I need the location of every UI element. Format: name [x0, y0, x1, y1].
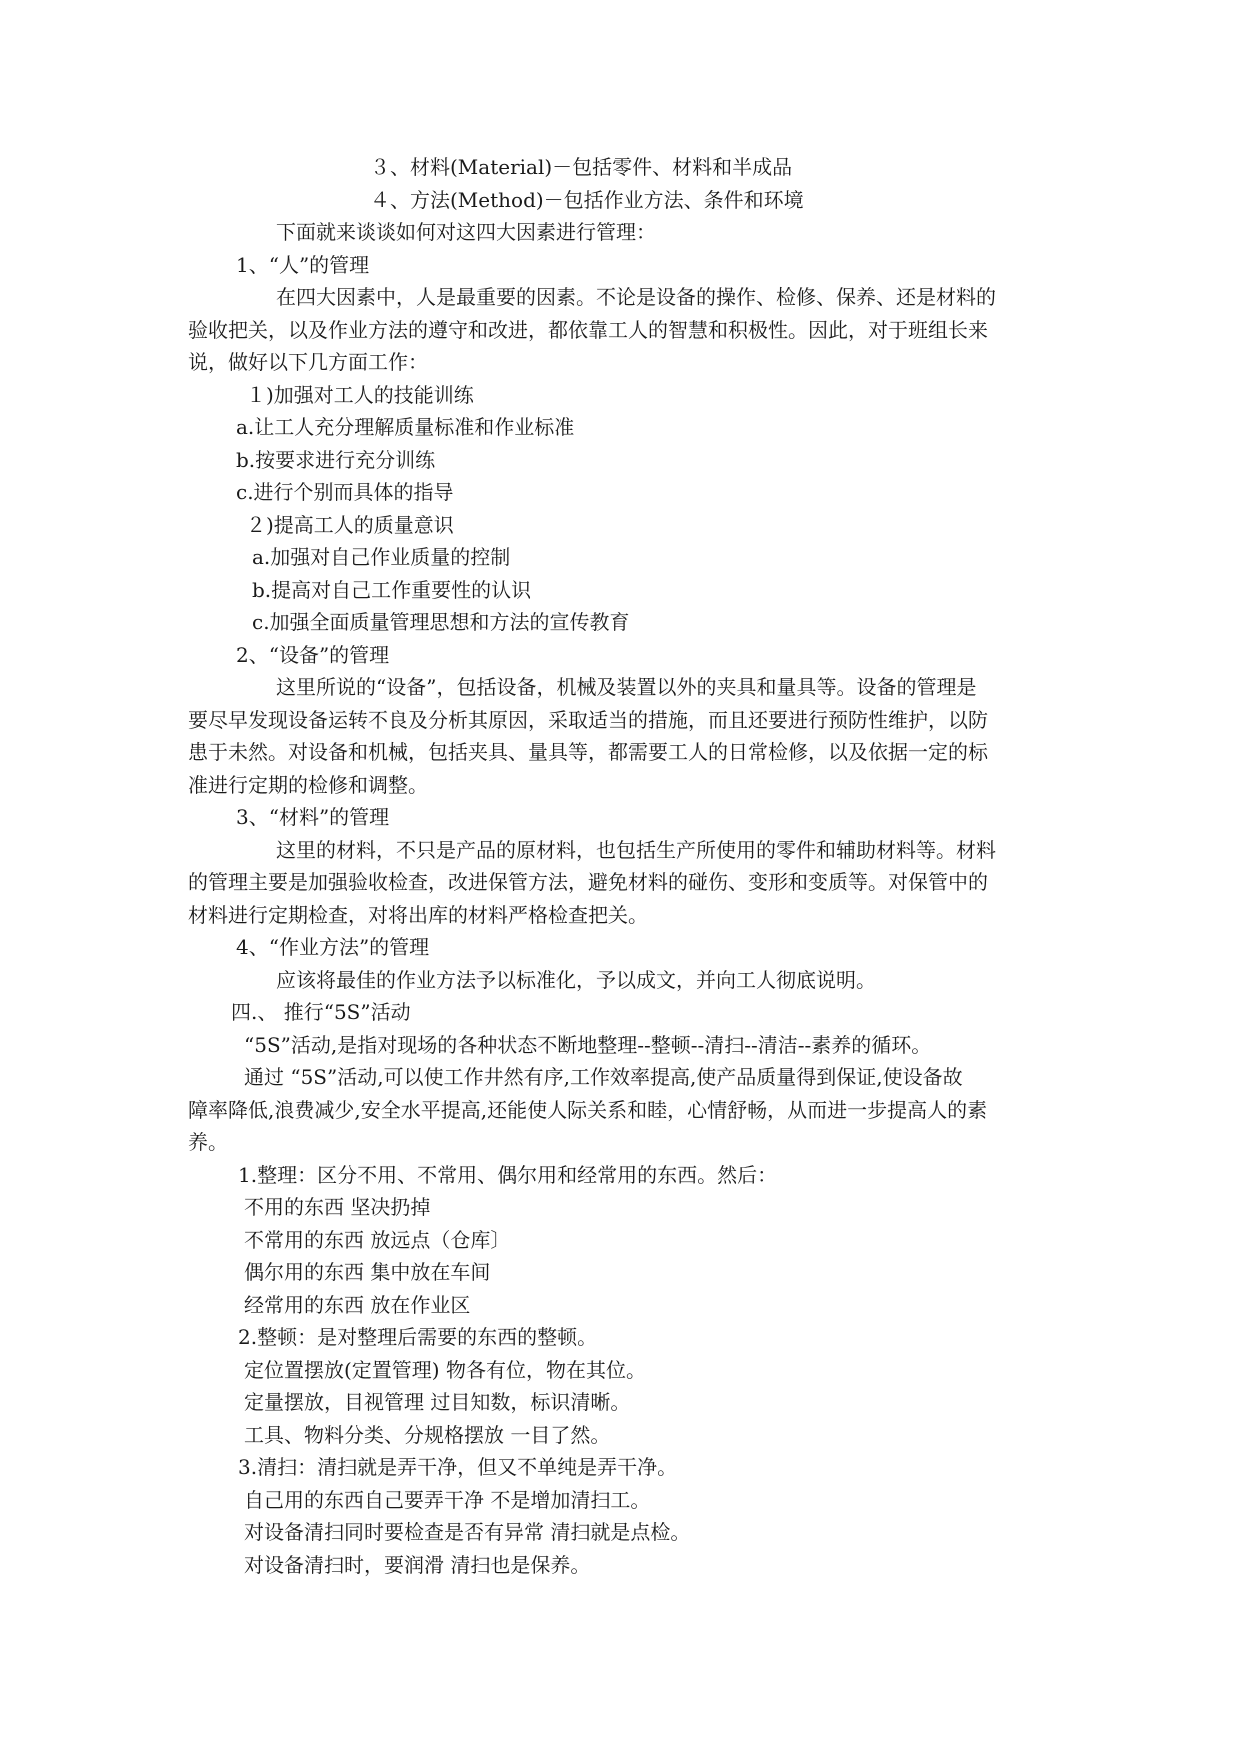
paragraph-line: 的管理主要是加强验收检查，改进保管方法，避免材料的碰伤、变形和变质等。对保管中的	[188, 870, 988, 894]
paragraph-line: 通过 “5S”活动,可以使工作井然有序,工作效率提高,使产品质量得到保证,使设备故	[244, 1065, 963, 1089]
list-item: 定量摆放，目视管理 过目知数，标识清晰。	[244, 1390, 631, 1414]
section-heading-method: 4、“作业方法”的管理	[236, 935, 430, 959]
paragraph-line: 障率降低,浪费减少,安全水平提高,还能使人际关系和睦，心情舒畅，从而进一步提高人的素	[188, 1098, 988, 1122]
list-item: 自己用的东西自己要弄干净 不是增加清扫工。	[244, 1488, 651, 1512]
paragraph-line: 患于未然。对设备和机械，包括夹具、量具等，都需要工人的日常检修，以及依据一定的标	[188, 740, 988, 764]
list-item: 定位置摆放(定置管理) 物各有位，物在其位。	[244, 1358, 646, 1382]
paragraph-line: 这里所说的“设备”，包括设备，机械及装置以外的夹具和量具等。设备的管理是	[276, 675, 977, 699]
section-heading-5s: 四.、 推行“5S”活动	[231, 1000, 411, 1024]
paragraph-line: 准进行定期的检修和调整。	[188, 773, 428, 797]
list-item: b.按要求进行充分训练	[236, 448, 436, 472]
step-sort-heading: 1.整理：区分不用、不常用、偶尔用和经常用的东西。然后：	[238, 1163, 778, 1187]
item-method: ４、方法(Method)－包括作业方法、条件和环境	[370, 188, 804, 212]
list-item: a.让工人充分理解质量标准和作业标准	[236, 415, 575, 439]
step-order-heading: 2.整顿：是对整理后需要的东西的整顿。	[238, 1325, 598, 1349]
section-heading-equipment: 2、“设备”的管理	[236, 643, 390, 667]
list-item: 不常用的东西 放远点（仓库〕	[244, 1228, 511, 1252]
section-heading-material: 3、“材料”的管理	[236, 805, 390, 829]
paragraph-line: 这里的材料，不只是产品的原材料，也包括生产所使用的零件和辅助材料等。材料	[276, 838, 996, 862]
paragraph-line: 验收把关，以及作业方法的遵守和改进，都依靠工人的智慧和积极性。因此，对于班组长来	[188, 318, 988, 342]
list-item: a.加强对自己作业质量的控制	[252, 545, 511, 569]
list-item: 对设备清扫时，要润滑 清扫也是保养。	[244, 1553, 591, 1577]
paragraph-line: 在四大因素中，人是最重要的因素。不论是设备的操作、检修、保养、还是材料的	[276, 285, 996, 309]
intro-line: 下面就来谈谈如何对这四大因素进行管理：	[276, 220, 656, 244]
list-item: c.进行个别而具体的指导	[236, 480, 454, 504]
list-item: b.提高对自己工作重要性的认识	[252, 578, 532, 602]
list-item: 偶尔用的东西 集中放在车间	[244, 1260, 491, 1284]
paragraph-line: “5S”活动,是指对现场的各种状态不断地整理--整顿--清扫--清洁--素养的循环。	[244, 1033, 932, 1057]
subheading-quality-awareness: ２)提高工人的质量意识	[246, 513, 454, 537]
paragraph-line: 要尽早发现设备运转不良及分析其原因，采取适当的措施，而且还要进行预防性维护，以防	[188, 708, 988, 732]
list-item: 经常用的东西 放在作业区	[244, 1293, 471, 1317]
step-clean-heading: 3.清扫：清扫就是弄干净，但又不单纯是弄干净。	[238, 1455, 678, 1479]
item-material: ３、材料(Material)－包括零件、材料和半成品	[370, 155, 793, 179]
list-item: 对设备清扫同时要检查是否有异常 清扫就是点检。	[244, 1520, 691, 1544]
paragraph-line: 应该将最佳的作业方法予以标准化，予以成文，并向工人彻底说明。	[276, 968, 876, 992]
section-heading-people: 1、“人”的管理	[236, 253, 370, 277]
list-item: 不用的东西 坚决扔掉	[244, 1195, 431, 1219]
paragraph-line: 说，做好以下几方面工作：	[188, 350, 428, 374]
paragraph-line: 材料进行定期检查，对将出库的材料严格检查把关。	[188, 903, 648, 927]
subheading-skill-training: １)加强对工人的技能训练	[246, 383, 474, 407]
list-item: 工具、物料分类、分规格摆放 一目了然。	[244, 1423, 611, 1447]
list-item: c.加强全面质量管理思想和方法的宣传教育	[252, 610, 630, 634]
paragraph-line: 养。	[188, 1130, 228, 1154]
